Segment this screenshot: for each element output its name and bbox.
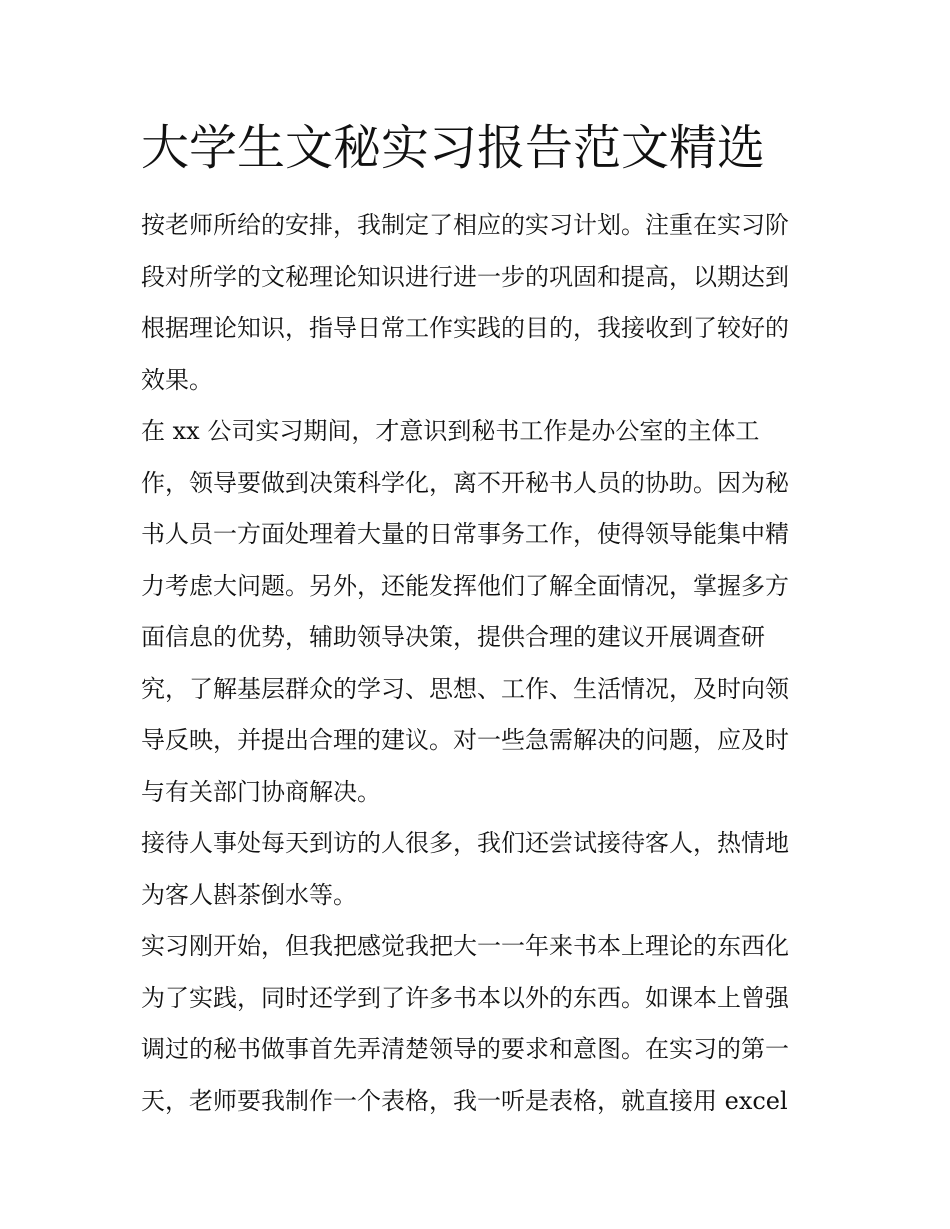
body-line: 力考虑大问题。另外，还能发挥他们了解全面情况，掌握多方 <box>141 571 789 600</box>
body-line: 究，了解基层群众的学习、思想、工作、生活情况，及时向领 <box>141 674 789 703</box>
body-line: 效果。 <box>141 365 213 394</box>
body-line: 根据理论知识，指导日常工作实践的目的，我接收到了较好的 <box>141 314 789 342</box>
body-line: 面信息的优势，辅助领导决策，提供合理的建议开展调查研 <box>141 623 765 651</box>
body-line: 实习刚开始，但我把感觉我把大一一年来书本上理论的东西化 <box>141 932 789 960</box>
body-line: 接待人事处每天到访的人很多，我们还尝试接待客人，热情地 <box>141 829 789 857</box>
document-content <box>141 112 813 1127</box>
document-title: 大学生文秘实习报告范文精选 <box>141 120 766 176</box>
body-line: 作，领导要做到决策科学化，离不开秘书人员的协助。因为秘 <box>141 468 789 497</box>
body-line: 导反映，并提出合理的建议。对一些急需解决的问题，应及时 <box>141 726 789 754</box>
body-line: 按老师所给的安排，我制定了相应的实习计划。注重在实习阶 <box>141 211 789 239</box>
document-body <box>141 200 813 1127</box>
body-line: 段对所学的文秘理论知识进行进一步的巩固和提高，以期达到 <box>141 262 789 291</box>
body-line: 在 xx 公司实习期间，才意识到秘书工作是办公室的主体工 <box>141 417 760 445</box>
body-line: 书人员一方面处理着大量的日常事务工作，使得领导能集中精 <box>141 520 789 548</box>
body-line: 与有关部门协商解决。 <box>141 777 381 806</box>
body-line: 调过的秘书做事首先弄清楚领导的要求和意图。在实习的第一 <box>141 1035 789 1063</box>
body-line: 为客人斟茶倒水等。 <box>141 880 357 909</box>
body-line: 天，老师要我制作一个表格，我一听是表格，就直接用 excel <box>141 1086 788 1115</box>
body-line: 为了实践，同时还学到了许多书本以外的东西。如课本上曾强 <box>141 983 789 1012</box>
